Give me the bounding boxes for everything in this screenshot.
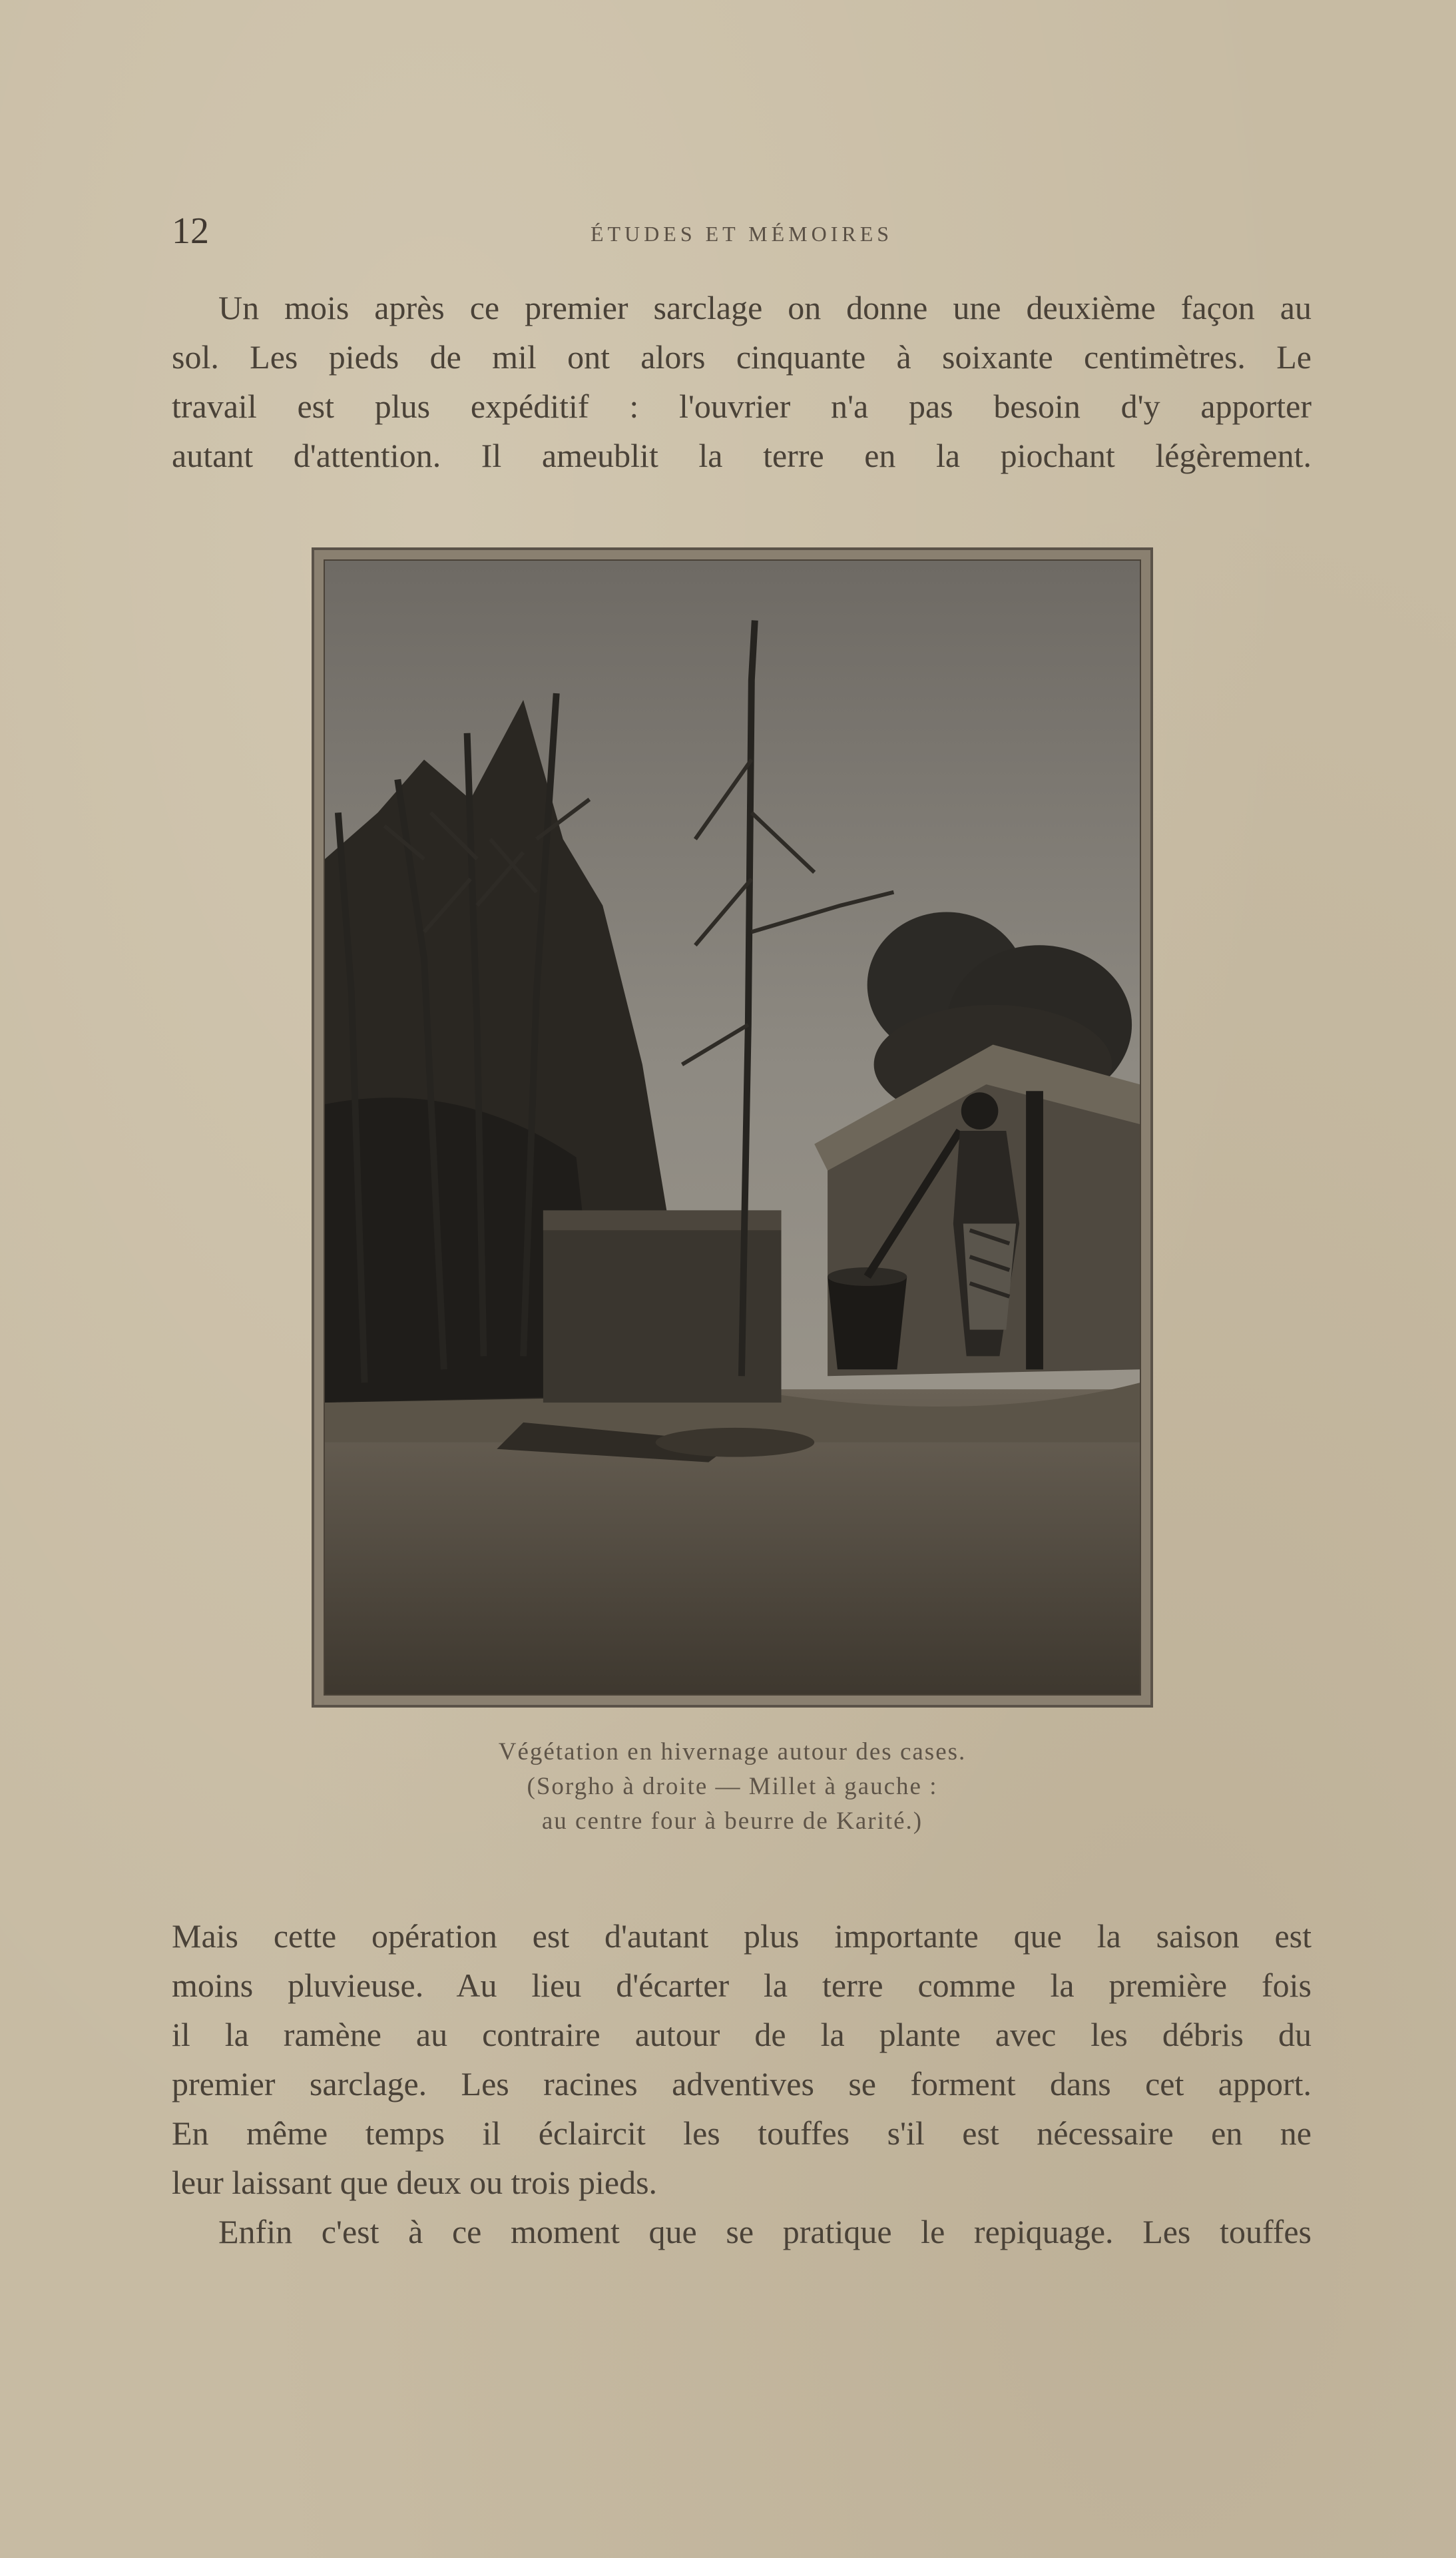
running-title: ÉTUDES ET MÉMOIRES (590, 222, 893, 246)
caption-line: Végétation en hivernage autour des cases. (498, 1738, 967, 1765)
running-head (172, 210, 1312, 256)
photograph-frame (312, 547, 1153, 1708)
paragraph-line: moins pluvieuse. Au lieu d'écarter la terre comme la première fois (172, 1967, 1312, 2004)
paragraph-bottom (172, 1911, 1312, 2256)
page-number: 12 (172, 210, 209, 252)
photograph (324, 559, 1141, 1696)
paragraph-line: travail est plus expéditif : l'ouvrier n'a pas besoin d'y apporter (172, 388, 1312, 425)
caption-line: (Sorgho à droite — Millet à gauche : (527, 1773, 938, 1800)
paragraph-line: premier sarclage. Les racines adventives se forment dans cet apport. (172, 2065, 1312, 2102)
paragraph-line: Enfin c'est à ce moment que se pratique le repiquage. Les touffes (218, 2213, 1312, 2250)
paragraph-line: Mais cette opération est d'autant plus importante que la saison est (172, 1917, 1312, 1955)
paragraph-top (172, 283, 1312, 480)
paragraph-line: sol. Les pieds de mil ont alors cinquante à soixante centimètres. Le (172, 338, 1312, 376)
paragraph-line: leur laissant que deux ou trois pieds. (172, 2164, 658, 2201)
paragraph-line: autant d'attention. Il ameublit la terre en la piochant légèrement. (172, 437, 1312, 474)
figure-caption (312, 1735, 1153, 1839)
paragraph-line: Un mois après ce premier sarclage on donne une deuxième façon au (218, 289, 1312, 326)
photograph-illustration (325, 561, 1140, 1694)
paragraph-line: En même temps il éclaircit les touffes s'il est nécessaire en ne (172, 2114, 1312, 2152)
caption-line: au centre four à beurre de Karité.) (541, 1807, 923, 1835)
paragraph-line: il la ramène au contraire autour de la plante avec les débris du (172, 2016, 1312, 2053)
